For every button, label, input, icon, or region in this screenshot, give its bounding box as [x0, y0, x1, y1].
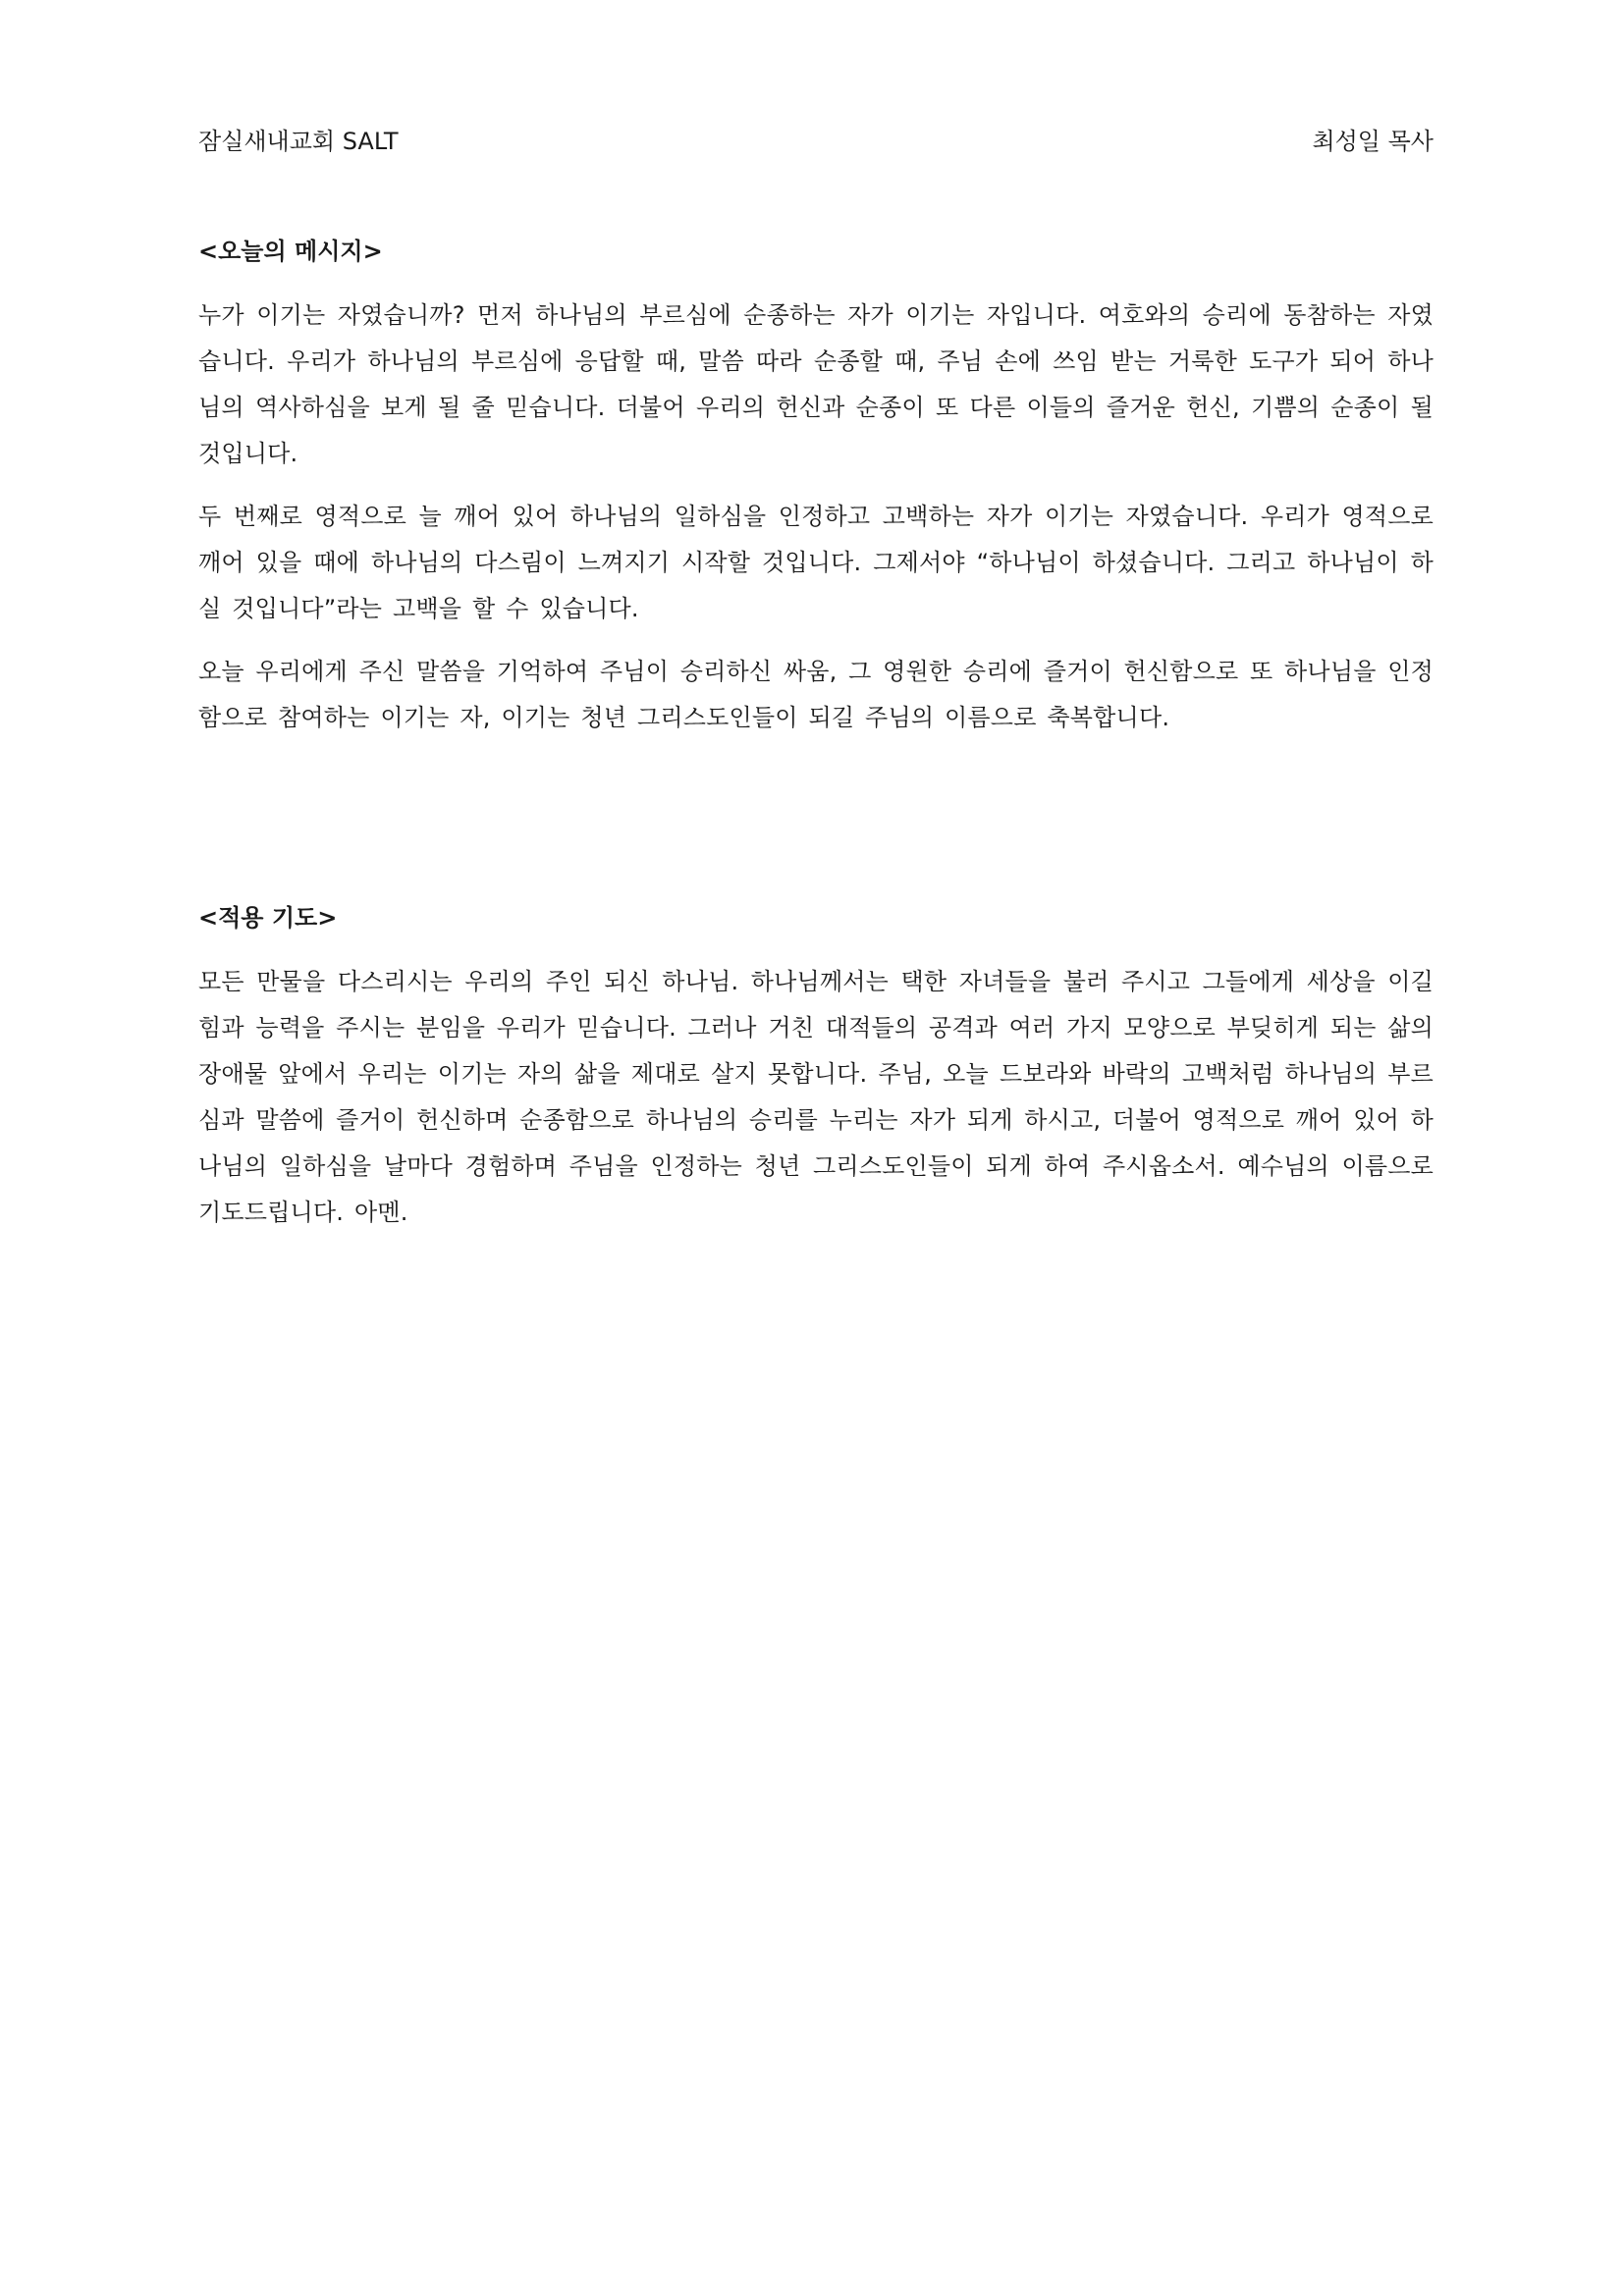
header-pastor-name: 최성일 목사 — [1312, 128, 1434, 155]
document-body — [198, 232, 1434, 1253]
prayer-paragraph: 모든 만물을 다스리시는 우리의 주인 되신 하나님. 하나님께서는 택한 자녀들을 불러 주시고 그들에게 세상을 이길 힘과 능력을 주시는 분임을 우리가 믿습니다. 그러나 거친 대적들의 공격과 여러 가지 모양으로 부딪히게 되는 삶의 장애물 앞에서 우리는 이기는 자의 삶을 제대로 살지 못합니다. 주님, 오늘 드보라와 바락의 고백처럼 하나님의 부르심과 말씀에 즐거이 헌신하며 순종함으로 하나님의 승리를 누리는 자가 되게 하시고, 더불어 영적으로 깨어 있어 하나님의 일하심을 날마다 경험하며 주님을 인정하는 청년 그리스도인들이 되게 하여 주시옵소서. 예수님의 이름으로 기도드립니다. 아멘. — [198, 968, 1434, 1226]
page-header — [198, 122, 1434, 161]
section-spacer — [198, 758, 1434, 898]
prayer-section-title: <적용 기도> — [198, 904, 338, 932]
header-church-name: 잠실새내교회 SALT — [198, 128, 399, 155]
message-section — [198, 232, 1434, 741]
prayer-section — [198, 898, 1434, 1236]
message-paragraph: 오늘 우리에게 주신 말씀을 기억하여 주님이 승리하신 싸움, 그 영원한 승리에 즐거이 헌신함으로 또 하나님을 인정함으로 참여하는 이기는 자, 이기는 청년 그리스도인들이 되길 주님의 이름으로 축복합니다. — [198, 658, 1434, 731]
message-paragraph: 누가 이기는 자였습니까? 먼저 하나님의 부르심에 순종하는 자가 이기는 자입니다. 여호와의 승리에 동참하는 자였습니다. 우리가 하나님의 부르심에 응답할 때, 말씀 따라 순종할 때, 주님 손에 쓰임 받는 거룩한 도구가 되어 하나님의 역사하심을 보게 될 줄 믿습니다. 더불어 우리의 헌신과 순종이 또 다른 이들의 즐거운 헌신, 기쁨의 순종이 될 것입니다. — [198, 301, 1434, 467]
message-paragraph: 두 번째로 영적으로 늘 깨어 있어 하나님의 일하심을 인정하고 고백하는 자가 이기는 자였습니다. 우리가 영적으로 깨어 있을 때에 하나님의 다스림이 느껴지기 시작할 것입니다. 그제서야 “하나님이 하셨습니다. 그리고 하나님이 하실 것입니다”라는 고백을 할 수 있습니다. — [198, 503, 1434, 622]
message-section-title: <오늘의 메시지> — [198, 238, 383, 265]
